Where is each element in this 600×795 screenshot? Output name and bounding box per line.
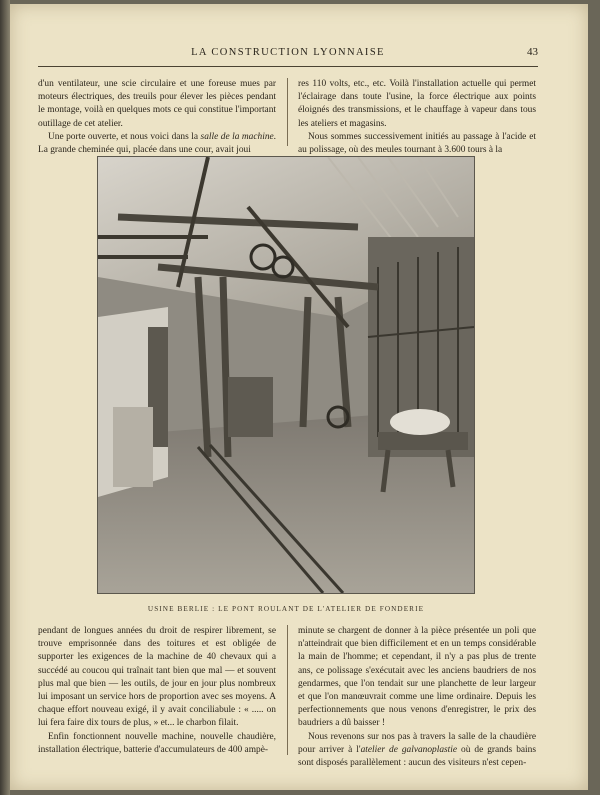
column-separator [287,78,288,146]
column-top-right [298,78,536,157]
paragraph: Une porte ouverte, et nous voici dans la salle de la machine. La grande cheminée qui, placée dans une cour, avait joui [38,131,277,156]
running-title: LA CONSTRUCTION LYONNAISE [191,47,385,58]
page-number: 43 [527,46,538,58]
foundry-photograph [98,157,474,593]
paragraph: Enfin fonctionnent nouvelle machine, nouvelle chaudière, installation électrique, batterie d'accumulateurs de 400 ampè- [38,731,276,755]
photo-illustration [98,157,474,593]
column-bottom-right [298,625,536,770]
emphasis-atelier-galvanoplastie: atelier de galvanoplastie [360,744,458,755]
paragraph: minute se chargent de donner à la pièce présentée un poli que n'atteindrait que bien difficilement et en un temps considérable la main de l'homme; et cependant, il n'y a pas plus de trente ans, ce polissage s'exécutait avec les anciens baudriers de nos gendarmes, que l'on tendait sur une planchette de leur largeur et que l'on manœuvrait comme une lime ordinaire. Depuis les perfectionnements que nous venons d'enregistrer, le prix des baudriers a dû baisser ! [298,626,536,729]
paragraph: Nous revenons sur nos pas à travers la salle de la chaudière pour arriver à l'atelier de galvanoplastie où de grands bains sont disposés parallèlement : aucun des visiteurs n'est cepen- [298,731,536,769]
column-bottom-left [38,625,276,757]
paragraph: d'un ventilateur, une scie circulaire et une foreuse mues par moteurs électriques, des treuils pour élever les pièces pendant le montage, voilà en quelques mots ce qui constitue l'important outillage de cet atelier. [38,79,276,129]
column-top-left [38,78,276,157]
header-rule [38,66,538,67]
paragraph: res 110 volts, etc., etc. Voilà l'installation actuelle qui permet l'éclairage dans toute l'usine, la force électrique aux points éloignés des transmissions, et le chauffage à vapeur dans tous les ateliers et magasins. [298,79,536,129]
paragraph: pendant de longues années du droit de respirer librement, se trouve emprisonnée dans des toitures et est obligée de supporter les exigences de la machine de 40 chevaux qui a succédé au coucou qui traînait tant bien que mal — et souvent plus mal que bien — les outils, de jour en jour plus nombreux lui imposant un service hors de proportion avec ses moyens. A chaque effort nouveau exigé, il y avait conciliabule : « ..... on lui fera faire dix tours de plus, » et... le charbon filait. [38,626,276,729]
column-separator [287,625,288,755]
emphasis-salle-machine: salle de la machine [200,131,274,142]
book-spine-edge [0,0,10,795]
figure-caption: USINE BERLIE : LE PONT ROULANT DE L'ATELIER DE FONDERIE [147,605,425,613]
page-header [38,44,538,62]
paragraph: Nous sommes successivement initiés au passage à l'acide et au polissage, où des meules tournant à 3.600 tours à la [298,131,536,156]
